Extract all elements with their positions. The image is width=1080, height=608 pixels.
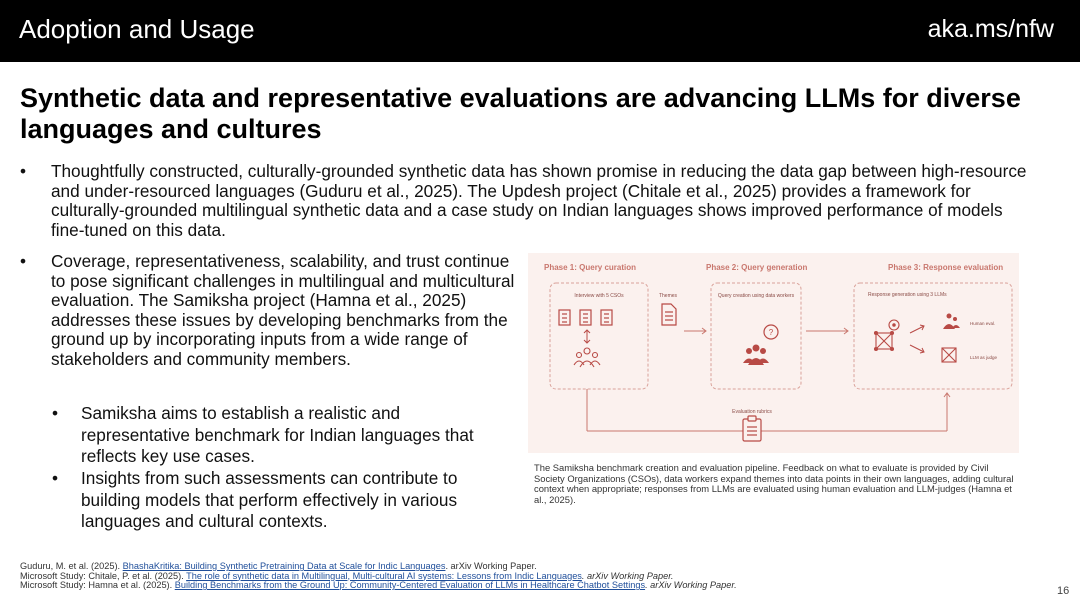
sub-bullet-insights: [52, 468, 511, 533]
page-number: 16: [1057, 585, 1070, 597]
slide-headline: Synthetic data and representative evaluations are advancing LLMs for diverse languages and cultures: [20, 83, 1021, 144]
header-bar: [0, 0, 1080, 62]
figure-caption: The Samiksha benchmark creation and evaluation pipeline. Feedback on what to evaluate is provided by Civil Society Organizations (CSOs), data workers expand themes into data points in their own languages, adding cultural context when appropriate; responses from LLMs are evaluated using human evaluation and LLM-judges (Hamna et al., 2025).: [534, 462, 1014, 505]
interview-label: Interview with 5 CSOs: [574, 293, 624, 299]
human-eval-label: Human eval.: [970, 321, 996, 326]
human-eval-icon: [943, 314, 960, 330]
vertical-arrows-icon: [584, 330, 590, 343]
bullet-dot: •: [20, 161, 27, 181]
phase2-title: Phase 2: Query generation: [706, 263, 808, 272]
reference-link[interactable]: Building Benchmarks from the Ground Up: Community-Centered Evaluation of LLMs in Healthcare Chatbot Settings: [174, 580, 646, 590]
themes-label: Themes: [658, 293, 678, 299]
phase3-title: Phase 3: Response evaluation: [888, 263, 1004, 272]
reference-item: [20, 581, 1020, 591]
bullet-dot: •: [52, 468, 59, 488]
reference-link[interactable]: BhashaKritika: Building Synthetic Pretraining Data at Scale for Indic Languages: [122, 561, 446, 571]
reference-prefix: Microsoft Study: Chitale, P. et al. (2025).: [20, 570, 187, 581]
split-arrows-icon: [910, 325, 924, 353]
community-icon: [574, 348, 600, 367]
short-link[interactable]: aka.ms/nfw: [927, 15, 1054, 43]
network-icon: [875, 332, 894, 351]
bullet-dot: •: [52, 403, 59, 423]
references: [20, 562, 1020, 591]
workers-icon: [743, 345, 769, 366]
bullet-text: Thoughtfully constructed, culturally-grounded synthetic data has shown promise in reducing the data gap between high-resource and under-resourced languages (Guduru et al., 2025). The Updesh project (Chitale et al., 2025) provides a framework for culturally-grounded multilingual synthetic data and a case study on Indian languages shows improved performance of models fine-tuned on this data.: [51, 161, 1027, 240]
reference-suffix: . arXiv Working Paper.: [445, 561, 537, 571]
reference-link[interactable]: The role of synthetic data in Multilingual, Multi-cultural AI systems: Lessons from Indic Languages: [186, 570, 582, 581]
reference-suffix: . arXiv Working Paper.: [581, 570, 674, 581]
clipboard-icon: [743, 416, 761, 441]
question-bubble-icon: [764, 325, 778, 339]
bullet-text: Coverage, representativeness, scalability, and trust continue to pose significant challenges in multilingual and multicultural evaluation. The Samiksha project (Hamna et al., 2025) addresses these issues by developing benchmarks from the ground up by incorporating inputs from a wide range of stakeholders and community members.: [51, 251, 515, 369]
sub-bullet-samiksha-aim: [52, 403, 511, 468]
section-title: Adoption and Usage: [19, 14, 255, 44]
bullet-synthetic-data: [20, 161, 1036, 240]
reference-suffix: . arXiv Working Paper.: [645, 580, 737, 590]
bullet-evaluation: [20, 251, 521, 369]
reference-prefix: Microsoft Study: Hamna et al. (2025).: [20, 580, 175, 590]
sub-bullet-text: Samiksha aims to establish a realistic and representative benchmark for Indian languages that reflects key use cases.: [81, 403, 474, 466]
pipeline-figure: [528, 253, 1019, 453]
chat-bubble-icon: [889, 320, 899, 330]
bullet-dot: •: [20, 251, 27, 271]
pipeline-diagram: [528, 253, 1019, 453]
document-icon: [662, 304, 676, 325]
phase1-title: Phase 1: Query curation: [544, 263, 637, 272]
building-icon: [559, 310, 612, 325]
response-generation-label: Response generation using 3 LLMs: [868, 292, 947, 298]
query-creation-line: Query creation using data workers: [717, 293, 795, 299]
llm-judge-icon: [942, 348, 956, 362]
svg-text:?: ?: [768, 328, 774, 337]
phase3-box: [854, 283, 1012, 389]
rubrics-label: Evaluation rubrics: [732, 409, 772, 415]
sub-bullet-text: Insights from such assessments can contribute to building models that perform effectively in various languages and cultural contexts.: [81, 468, 458, 531]
reference-prefix: Guduru, M. et al. (2025).: [20, 561, 123, 571]
query-creation-label: [718, 293, 795, 299]
llm-judge-label: LLM as judge: [970, 355, 998, 360]
